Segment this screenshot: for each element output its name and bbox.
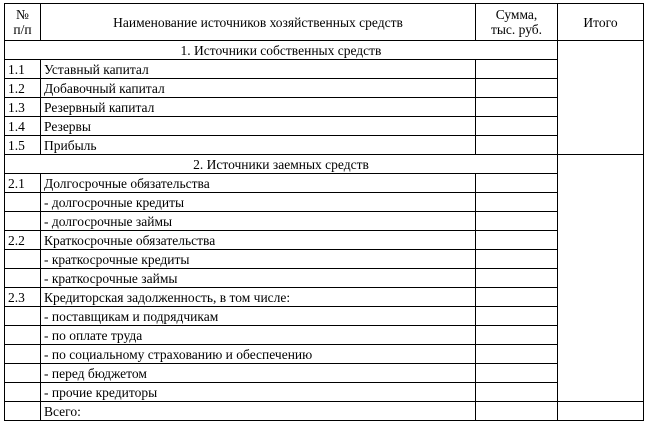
table-row <box>5 117 644 136</box>
row-number: 1.3 <box>5 98 41 117</box>
row-sum-cell <box>476 364 558 383</box>
total-sum-cell <box>476 402 558 421</box>
row-name: - прочие кредиторы <box>41 383 476 402</box>
row-name: - краткосрочные кредиты <box>41 250 476 269</box>
row-name: Резервный капитал <box>41 98 476 117</box>
row-sum-cell <box>476 288 558 307</box>
header-number <box>5 4 41 41</box>
row-sum-cell <box>476 326 558 345</box>
total-itogo-cell <box>558 402 644 421</box>
row-number <box>5 364 41 383</box>
table-row <box>5 364 644 383</box>
row-sum-cell <box>476 307 558 326</box>
row-name: - долгосрочные займы <box>41 212 476 231</box>
row-number: 1.1 <box>5 60 41 79</box>
row-number <box>5 250 41 269</box>
row-number <box>5 307 41 326</box>
row-name: Долгосрочные обязательства <box>41 174 476 193</box>
table-row <box>5 231 644 250</box>
row-name: - перед бюджетом <box>41 364 476 383</box>
row-name: Прибыль <box>41 136 476 155</box>
table-row <box>5 383 644 402</box>
table-row <box>5 250 644 269</box>
row-number <box>5 193 41 212</box>
header-total: Итого <box>558 4 644 41</box>
row-number <box>5 345 41 364</box>
table-row <box>5 79 644 98</box>
row-sum-cell <box>476 345 558 364</box>
header-number-line2: п/п <box>13 22 32 37</box>
section-total-cell <box>558 155 644 402</box>
table-row <box>5 193 644 212</box>
row-number: 1.5 <box>5 136 41 155</box>
row-number: 1.4 <box>5 117 41 136</box>
header-sum-line2: тыс. руб. <box>490 22 543 37</box>
row-number <box>5 269 41 288</box>
table-row <box>5 174 644 193</box>
row-sum-cell <box>476 79 558 98</box>
row-number: 1.2 <box>5 79 41 98</box>
row-sum-cell <box>476 60 558 79</box>
table-row <box>5 98 644 117</box>
row-number <box>5 326 41 345</box>
row-sum-cell <box>476 117 558 136</box>
row-sum-cell <box>476 212 558 231</box>
row-sum-cell <box>476 250 558 269</box>
row-name: Кредиторская задолженность, в том числе: <box>41 288 476 307</box>
table-header-row <box>5 4 644 41</box>
row-number: 2.2 <box>5 231 41 250</box>
table-row <box>5 307 644 326</box>
row-name: Добавочный капитал <box>41 79 476 98</box>
header-sum-line1: Сумма, <box>495 7 538 22</box>
section-title: 2. Источники заемных средств <box>5 155 558 174</box>
row-sum-cell <box>476 98 558 117</box>
row-number: 2.1 <box>5 174 41 193</box>
section-title-row <box>5 155 644 174</box>
header-sum <box>476 4 558 41</box>
row-sum-cell <box>476 136 558 155</box>
row-name: Резервы <box>41 117 476 136</box>
row-name: - по социальному страхованию и обеспечению <box>41 345 476 364</box>
row-name: - долгосрочные кредиты <box>41 193 476 212</box>
row-name: - краткосрочные займы <box>41 269 476 288</box>
table-row <box>5 269 644 288</box>
section-title: 1. Источники собственных средств <box>5 41 558 60</box>
row-sum-cell <box>476 231 558 250</box>
row-sum-cell <box>476 193 558 212</box>
table-row <box>5 136 644 155</box>
table-row <box>5 326 644 345</box>
row-number: 2.3 <box>5 288 41 307</box>
total-row <box>5 402 644 421</box>
row-name: - поставщикам и подрядчикам <box>41 307 476 326</box>
row-number <box>5 212 41 231</box>
row-name: Краткосрочные обязательства <box>41 231 476 250</box>
total-row-number <box>5 402 41 421</box>
row-number <box>5 383 41 402</box>
sources-table-container <box>4 3 644 421</box>
table-row <box>5 212 644 231</box>
header-number-line1: № <box>16 7 29 22</box>
row-name: Уставный капитал <box>41 60 476 79</box>
header-name: Наименование источников хозяйственных средств <box>41 4 476 41</box>
table-row <box>5 288 644 307</box>
table-row <box>5 60 644 79</box>
sources-of-funds-table <box>4 3 644 421</box>
section-title-row <box>5 41 644 60</box>
row-sum-cell <box>476 383 558 402</box>
section-total-cell <box>558 41 644 155</box>
total-label: Всего: <box>41 402 476 421</box>
table-row <box>5 345 644 364</box>
row-sum-cell <box>476 269 558 288</box>
row-sum-cell <box>476 174 558 193</box>
row-name: - по оплате труда <box>41 326 476 345</box>
